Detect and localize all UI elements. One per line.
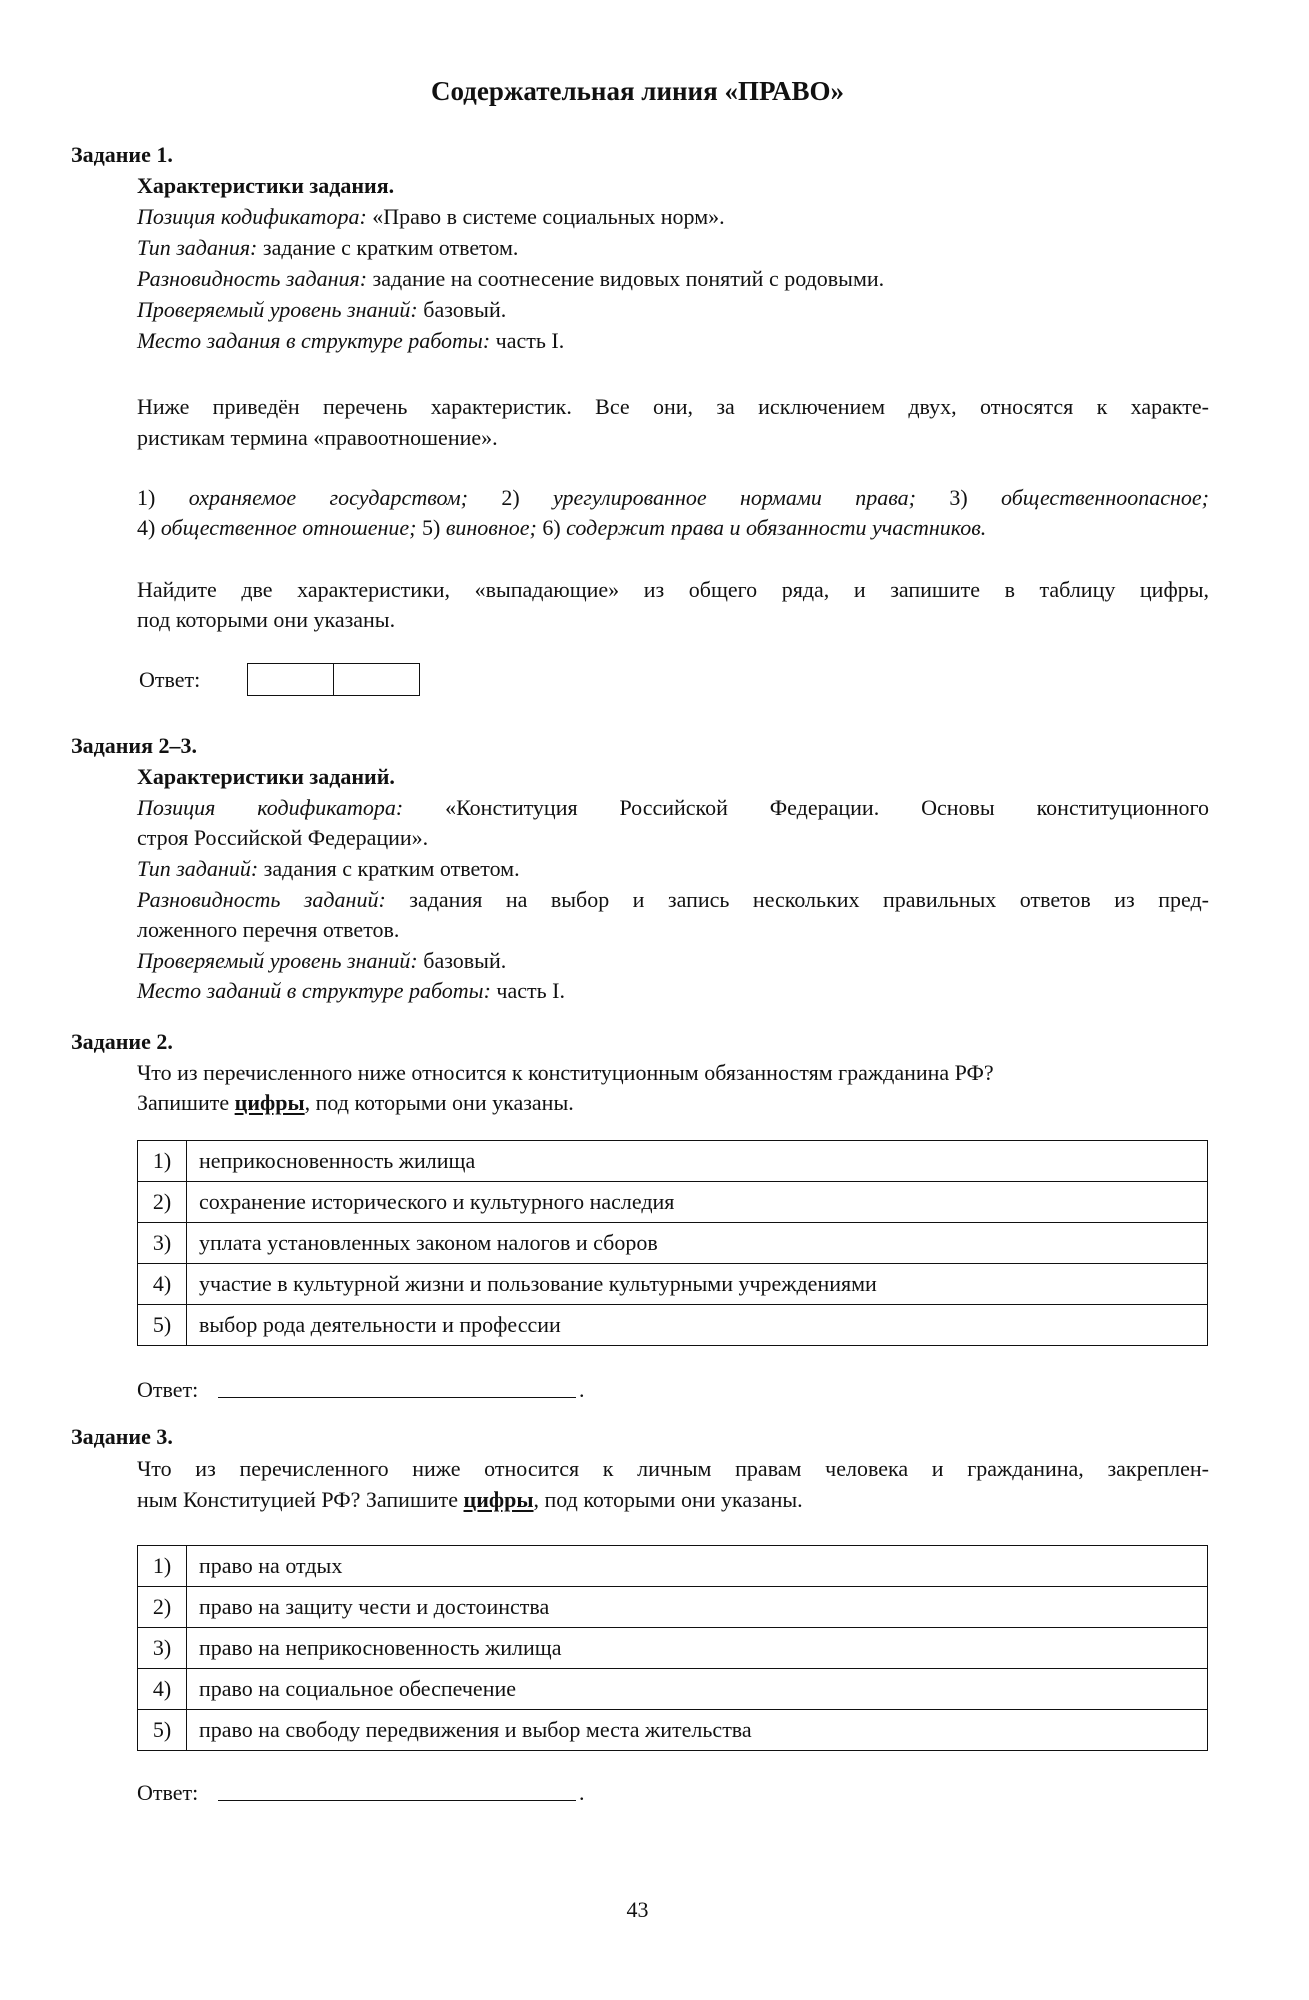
list-item-2: 2) урегулированное нормами права; xyxy=(501,485,916,510)
table-row[interactable]: 4) участие в культурной жизни и пользование культурными учреждениями xyxy=(138,1264,1208,1305)
kind-label: Разновидность задания: xyxy=(137,266,368,291)
kind-value: задание на соотнесение видовых понятий с родовыми. xyxy=(367,266,885,291)
list-item-6: 6) содержит права и обязанности участников. xyxy=(542,515,987,540)
table-row[interactable]: 4) право на социальное обеспечение xyxy=(138,1669,1208,1710)
list-item-5: 5) виновное; xyxy=(421,515,537,540)
task-3-answer-label: Ответ: xyxy=(137,1780,199,1805)
answer-cell-1[interactable] xyxy=(248,664,333,695)
task-2-question-line-1: Что из перечисленного ниже относится к конституционным обязанностям гражданина РФ? xyxy=(137,1060,994,1085)
emphasis-digits: цифры xyxy=(463,1487,534,1512)
page-title: Содержательная линия «ПРАВО» xyxy=(430,76,845,106)
table-row[interactable]: 5) выбор рода деятельности и профессии xyxy=(138,1305,1208,1346)
table-row[interactable]: 2) сохранение исторического и культурного наследия xyxy=(138,1182,1208,1223)
task-3-question-line-1: Что из перечисленного ниже относится к личным правам человека и гражданина, закреплен- xyxy=(137,1456,1209,1481)
table-row[interactable]: 1) право на отдых xyxy=(138,1546,1208,1587)
list-item-4: 4) общественное отношение; xyxy=(137,515,417,540)
list-item-1: 1) охраняемое государством; xyxy=(137,485,468,510)
table-row[interactable]: 2) право на защиту чести и достоинства xyxy=(138,1587,1208,1628)
task-1-list-line-2 xyxy=(137,515,986,541)
task-1-answer-label: Ответ: xyxy=(139,667,201,692)
level-value: базовый. xyxy=(417,297,507,322)
task-1-kind xyxy=(137,266,884,292)
task-1-intro-line-1: Ниже приведён перечень характеристик. Все они, за исключением двух, относятся к характе- xyxy=(137,394,1209,419)
task-1-list-line-1 xyxy=(137,485,1209,511)
page-number: 43 xyxy=(626,1897,649,1922)
table-row[interactable]: 3) уплата установленных законом налогов и сборов xyxy=(138,1223,1208,1264)
task-1-heading: Задание 1. xyxy=(71,142,173,167)
answer-cell-2[interactable] xyxy=(333,664,419,695)
task-1-type xyxy=(137,235,518,261)
tasks-2-3-type: Тип заданий: задания с кратким ответом. xyxy=(137,856,520,881)
type-label: Тип задания: xyxy=(137,235,258,260)
tasks-2-3-place: Место заданий в структуре работы: часть I. xyxy=(137,978,565,1003)
task-2-answer-period: . xyxy=(579,1377,585,1402)
tasks-2-3-codifier-line-1: Позиция кодификатора: «Конституция Российской Федерации. Основы конституционного xyxy=(137,795,1209,820)
table-row[interactable]: 3) право на неприкосновенность жилища xyxy=(138,1628,1208,1669)
task-1-intro-line-2: ристикам термина «правоотношение». xyxy=(137,425,498,450)
emphasis-digits: цифры xyxy=(234,1090,305,1115)
task-1-characteristics-heading: Характеристики задания. xyxy=(137,173,395,198)
task-2-answer-field[interactable] xyxy=(218,1397,576,1398)
task-2-heading: Задание 2. xyxy=(71,1029,173,1054)
task-1-codifier xyxy=(137,204,725,230)
table-row[interactable]: 1) неприкосновенность жилища xyxy=(138,1141,1208,1182)
task-1-level xyxy=(137,297,506,323)
type-value: задание с кратким ответом. xyxy=(257,235,519,260)
place-label: Место задания в структуре работы: xyxy=(137,328,491,353)
task-3-answer-field[interactable] xyxy=(218,1800,576,1801)
task-1-answer-table xyxy=(247,663,420,696)
tasks-2-3-codifier-line-2: строя Российской Федерации». xyxy=(137,825,429,850)
task-2-options-table xyxy=(137,1140,1208,1346)
task-2-answer-label: Ответ: xyxy=(137,1377,199,1402)
task-3-options-table xyxy=(137,1545,1208,1751)
tasks-2-3-kind-line-1: Разновидность заданий: задания на выбор и запись нескольких правильных ответов из пред- xyxy=(137,887,1209,912)
tasks-2-3-characteristics-heading: Характеристики заданий. xyxy=(137,764,395,789)
tasks-2-3-level: Проверяемый уровень знаний: базовый. xyxy=(137,948,507,973)
tasks-2-3-heading: Задания 2–3. xyxy=(71,733,197,758)
task-3-heading: Задание 3. xyxy=(71,1424,173,1449)
list-item-3: 3) общественноопасное; xyxy=(949,485,1209,510)
table-row[interactable]: 5) право на свободу передвижения и выбор места жительства xyxy=(138,1710,1208,1751)
codifier-value: «Право в системе социальных норм». xyxy=(366,204,725,229)
level-label: Проверяемый уровень знаний: xyxy=(137,297,418,322)
codifier-label: Позиция кодификатора: xyxy=(137,204,367,229)
task-3-answer-period: . xyxy=(579,1780,585,1805)
task-1-place xyxy=(137,328,564,354)
task-1-instruction-line-2: под которыми они указаны. xyxy=(137,607,396,632)
task-1-instruction-line-1: Найдите две характеристики, «выпадающие» из общего ряда, и запишите в таблицу цифры, xyxy=(137,577,1209,602)
place-value: часть I. xyxy=(490,328,565,353)
task-3-question-line-2: ным Конституцией РФ? Запишите цифры, под которыми они указаны. xyxy=(137,1487,803,1512)
task-2-question-line-2: Запишите цифры, под которыми они указаны. xyxy=(137,1090,574,1115)
tasks-2-3-kind-line-2: ложенного перечня ответов. xyxy=(137,917,400,942)
